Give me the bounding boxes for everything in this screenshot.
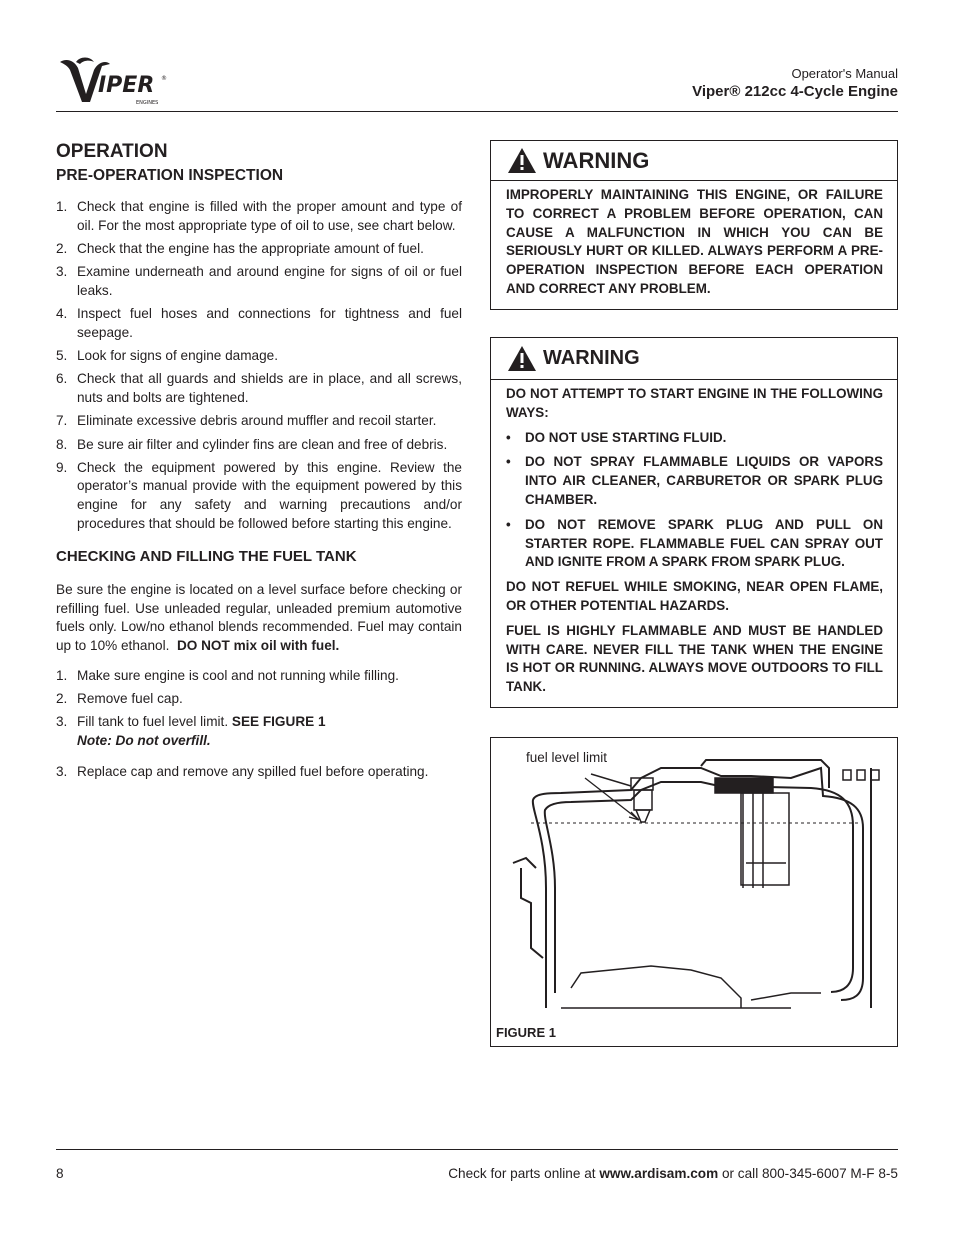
fuel-level-label: fuel level limit [526, 750, 608, 765]
list-item: 2. Check that the engine has the appropriate amount of fuel. [56, 240, 424, 256]
section-subtitle: PRE-OPERATION INSPECTION [56, 167, 284, 184]
warning-para: DO NOT REFUEL WHILE SMOKING, NEAR OPEN FLAME, OR OTHER POTENTIAL HAZARDS. [506, 579, 883, 613]
warning-triangle-icon [507, 147, 537, 174]
list-item: 3. Replace cap and remove any spilled fuel before operating. [56, 764, 429, 780]
warning-text: IMPROPERLY MAINTAINING THIS ENGINE, OR FAILURE TO CORRECT A PROBLEM BEFORE OPERATION, CAN CAUSE A MALFUNCTION IN WHICH YOU CAN BE SERIOUSLY HURT OR KILLED. ALWAYS PERFORM A PRE-OPERATION INSPECTION BEFORE EACH OPERATION AND CORRECT ANY PROBLEM. [506, 187, 883, 296]
warning-title: WARNING [543, 347, 640, 369]
list-item: 2. Remove fuel cap. [56, 691, 183, 707]
warning-bullet: • DO NOT SPRAY FLAMMABLE LIQUIDS OR VAPORS INTO AIR CLEANER, CARBURETOR OR SPARK PLUG CHAMBER. [506, 454, 883, 507]
warning-box-2 [490, 337, 898, 708]
manual-label: Operator's Manual [791, 66, 898, 81]
product-title: Viper® 212cc 4-Cycle Engine [692, 83, 898, 100]
warning-title: WARNING [543, 147, 650, 173]
page-header [56, 52, 898, 112]
fuel-steps [56, 667, 462, 782]
list-item: 6. Check that all guards and shields are in place, and all screws, nuts and bolts are tightened. [56, 371, 462, 406]
overfill-note: Note: Do not overfill. [77, 733, 211, 749]
list-item: 5. Look for signs of engine damage. [56, 348, 279, 364]
footer-contact: Check for parts online at www.ardisam.com or call 800-345-6007 M-F 8-5 [448, 1166, 898, 1181]
figure-1 [490, 737, 898, 1047]
list-item: 4. Inspect fuel hoses and connections for tightness and fuel seepage. [56, 306, 462, 340]
section-title: OPERATION [56, 141, 168, 162]
website-link[interactable]: www.ardisam.com [599, 1166, 719, 1181]
inspection-list [56, 198, 462, 534]
warning-triangle-icon [507, 345, 537, 372]
page-number: 8 [56, 1166, 64, 1181]
warning-box-1 [490, 140, 898, 310]
left-column [56, 138, 462, 786]
page-footer [56, 1149, 898, 1189]
fuel-intro: Be sure the engine is located on a level surface before checking or refilling fuel. Use unleaded regular, unleaded premium automotive fuels only. Low/no ethanol blends recommended. Fuel may contain up to 10% ethanol. DO NOT mix oil with fuel. [56, 581, 462, 654]
list-item: 1. Make sure engine is cool and not running while filling. [56, 668, 399, 684]
list-item: 9. Check the equipment powered by this engine. Review the operator’s manual provide with the equipment powered by this engine for any safety and warning precautions and/or procedures that should be followed before starting this engine. [56, 459, 462, 532]
fuel-section-title: CHECKING AND FILLING THE FUEL TANK [56, 547, 357, 565]
see-figure-ref: SEE FIGURE 1 [231, 714, 326, 730]
svg-text:IPER: IPER [98, 73, 155, 98]
figure-caption: FIGURE 1 [496, 1025, 556, 1040]
viper-logo [56, 54, 171, 106]
fuel-tank-illustration [491, 738, 897, 1046]
list-item: 8. Be sure air filter and cylinder fins are clean and free of debris. [56, 436, 448, 452]
list-item: 3. Examine underneath and around engine for signs of oil or fuel leaks. [56, 264, 462, 298]
list-item: 7. Eliminate excessive debris around muffler and recoil starter. [56, 413, 437, 429]
warning-bullet: • DO NOT USE STARTING FLUID. [506, 429, 727, 445]
list-item: 1. Check that engine is filled with the proper amount and type of oil. For the most appropriate type of oil to use, see chart below. [56, 199, 462, 233]
svg-text:®: ® [161, 75, 167, 82]
svg-text:ENGINES: ENGINES [136, 100, 159, 106]
warning-para: FUEL IS HIGHLY FLAMMABLE AND MUST BE HANDLED WITH CARE. NEVER FILL THE TANK WHEN THE ENGINE IS HOT OR RUNNING. ALWAYS MOVE OUTDOORS TO FILL TANK. [506, 622, 883, 695]
warning-bullet: • DO NOT REMOVE SPARK PLUG AND PULL ON STARTER ROPE. FLAMMABLE FUEL CAN SPRAY OUT AND IGNITE FROM A SPARK FROM SPARK PLUG. [506, 516, 883, 570]
list-item: 3. Fill tank to fuel level limit. SEE FIGURE 1 Note: Do not overfill. [56, 713, 462, 751]
warning-intro: DO NOT ATTEMPT TO START ENGINE IN THE FOLLOWING WAYS: [506, 386, 883, 420]
fuel-intro-bold: DO NOT mix oil with fuel. [176, 638, 340, 654]
